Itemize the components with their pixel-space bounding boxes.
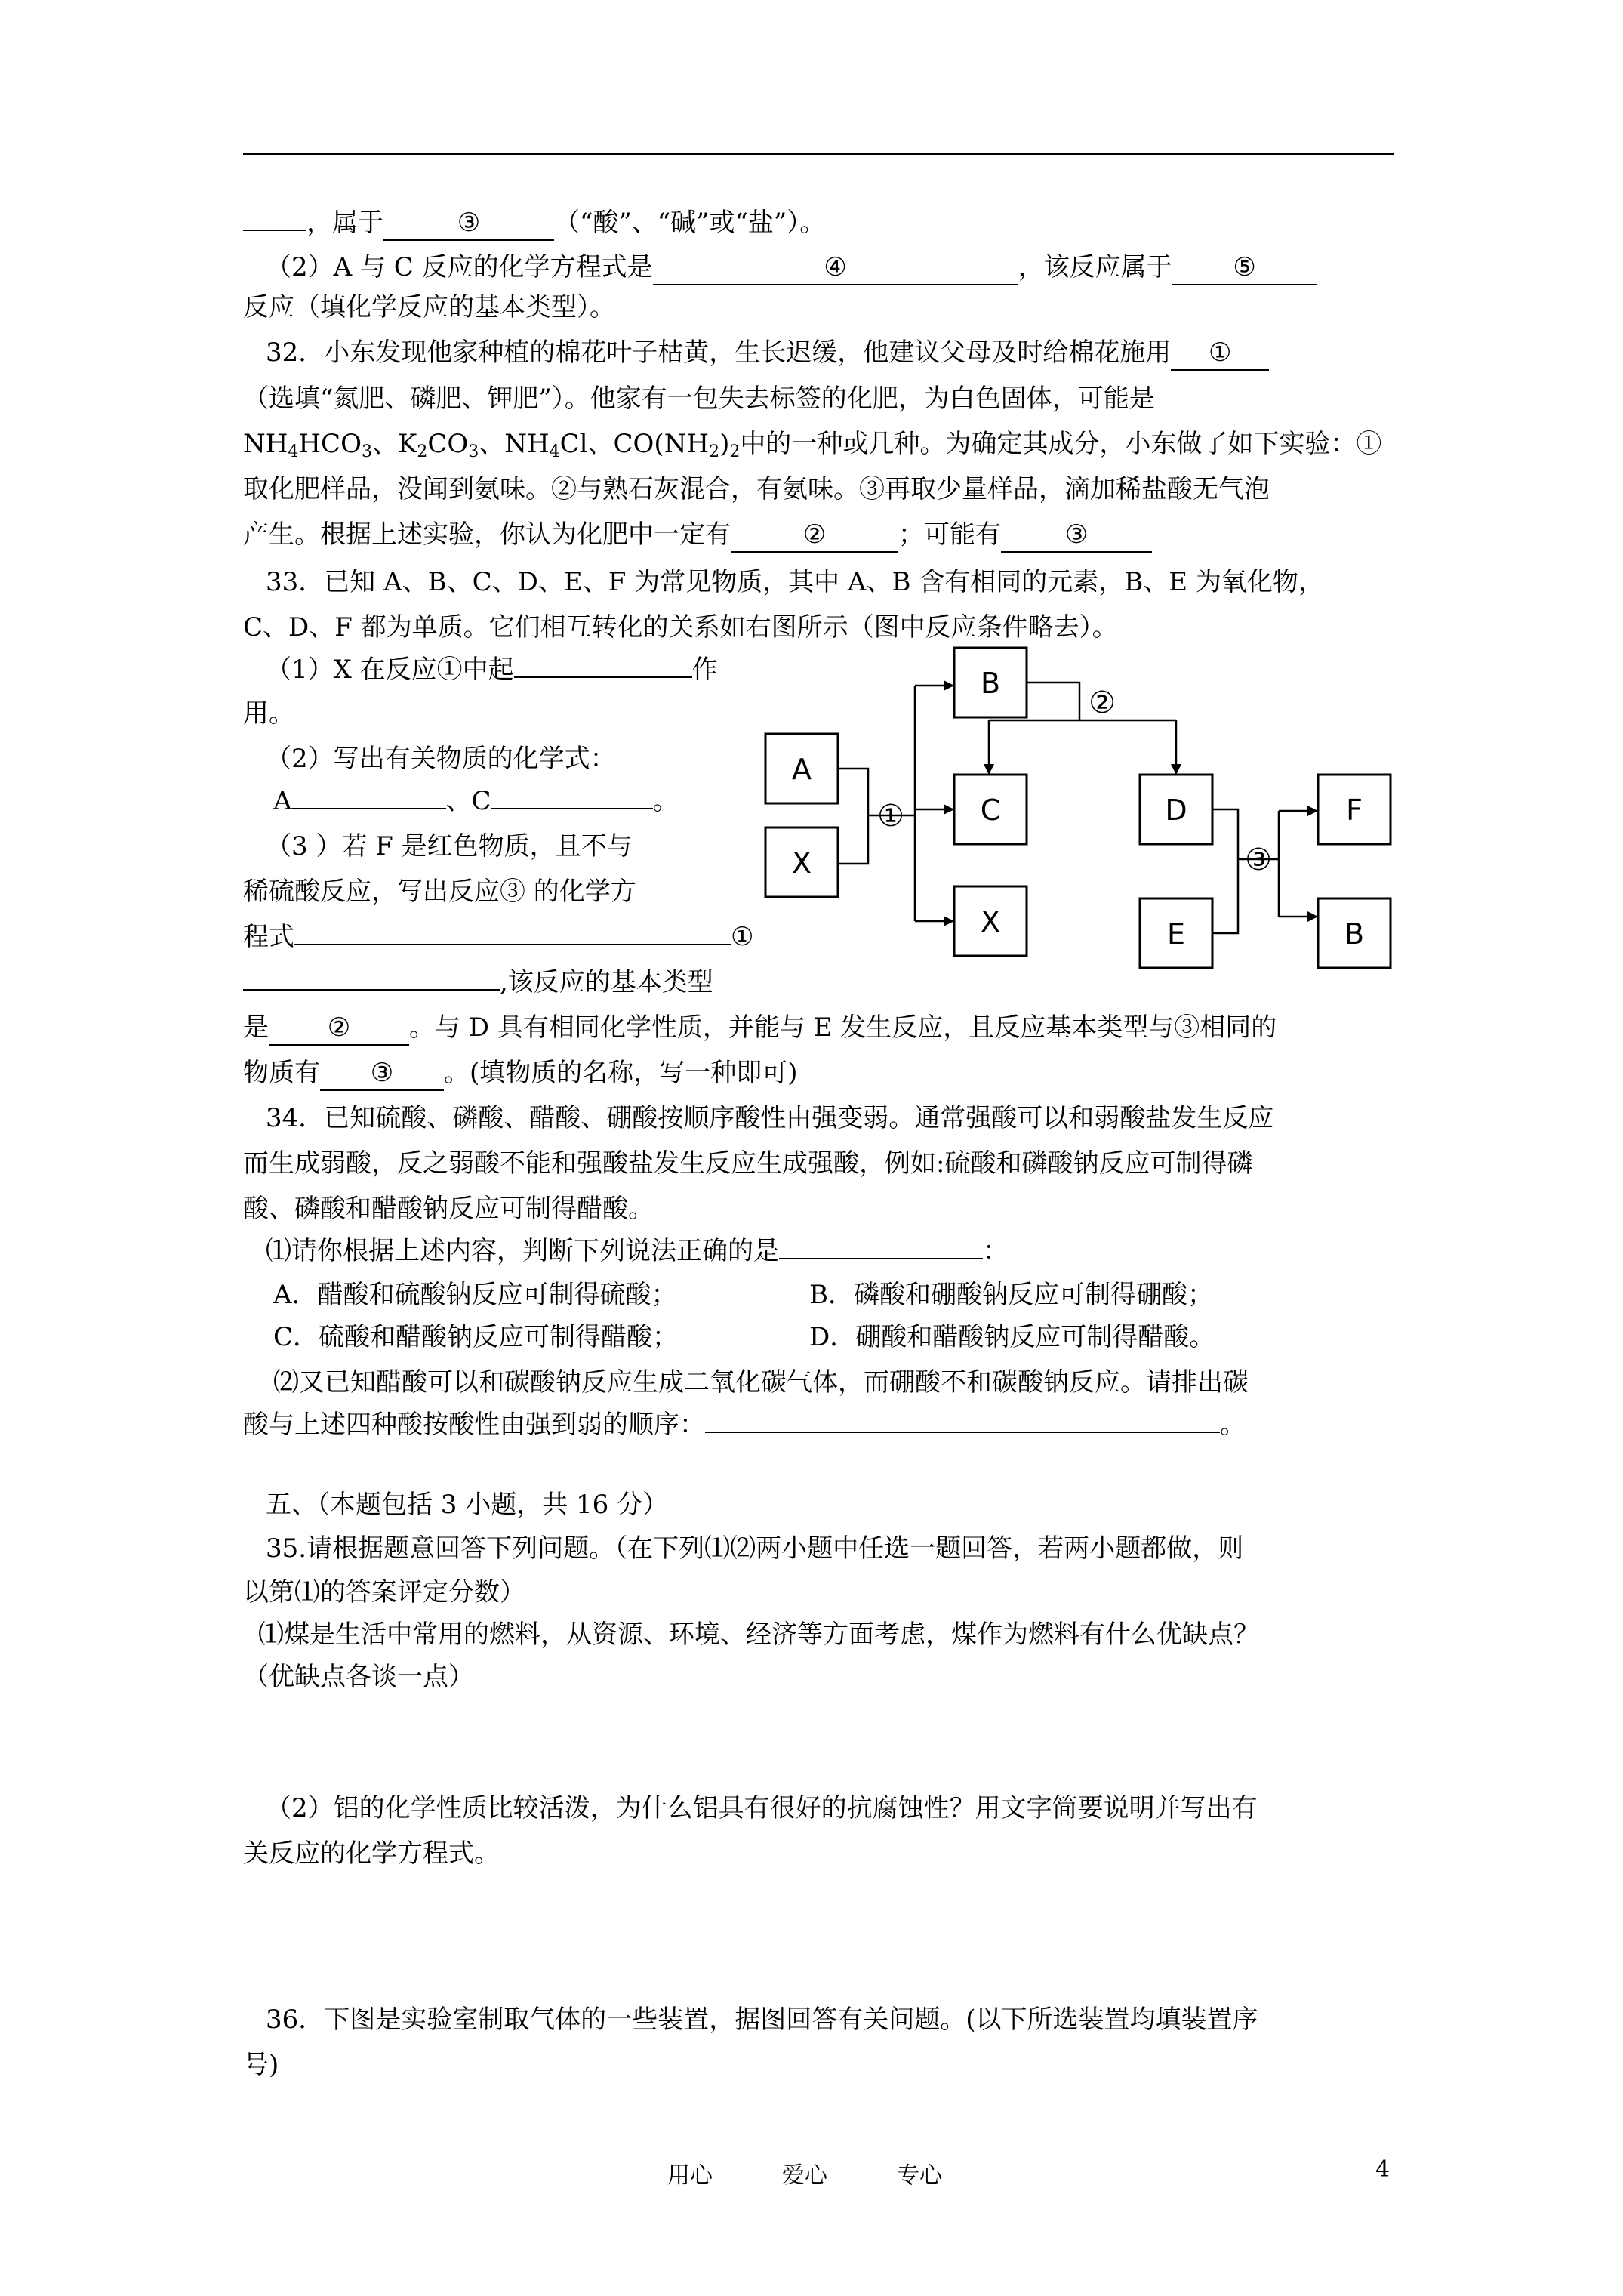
header-rule <box>243 153 1394 155</box>
answer-blank-3[interactable]: ③ <box>383 206 554 241</box>
q32-line2: （选填“氮肥、磷肥、钾肥”）。他家有一包失去标签的化肥，为白色固体，可能是 <box>243 384 1155 414</box>
q33-line1: 33．已知 A、B、C、D、E、F 为常见物质，其中 A、B 含有相同的元素，B、E 为氧化物， <box>266 567 1324 597</box>
q33-part3-l2: 稀硫酸反应，写出反应③ 的化学方 <box>243 877 636 907</box>
q33-line2: C、D、F 都为单质。它们相互转化的关系如右图所示（图中反应条件略去）。 <box>243 612 1118 643</box>
q34-part2-end: 酸与上述四种酸按酸性由强到弱的顺序： 。 <box>243 1410 1246 1440</box>
label-F: F <box>1346 794 1363 827</box>
q35-line1: 35.请根据题意回答下列问题。（在下列⑴⑵两小题中任选一题回答，若两小题都做，则 <box>266 1533 1244 1564</box>
answer-blank-3[interactable]: ③ <box>1001 518 1152 553</box>
label-E: E <box>1166 917 1186 951</box>
footer-word-3: 专心 <box>897 2162 942 2189</box>
label-C: C <box>980 794 1001 827</box>
reaction-label-1: ① <box>877 799 904 834</box>
q35-line2: 以第⑴的答案评定分数） <box>243 1577 525 1607</box>
q35-part2: （2）铝的化学性质比较活泼，为什么铝具有很好的抗腐蚀性？用文字简要说明并写出有 <box>266 1793 1258 1823</box>
answer-blank[interactable] <box>514 676 692 678</box>
q34-line1: 34．已知硫酸、磷酸、醋酸、硼酸按顺序酸性由强变弱。通常强酸可以和弱酸盐发生反应 <box>266 1103 1274 1133</box>
answer-blank-C[interactable] <box>491 808 653 809</box>
label-X-left: X <box>791 846 812 880</box>
reactant-bracket-3 <box>1212 809 1238 933</box>
reaction-label-2: ② <box>1089 686 1116 720</box>
label-A: A <box>792 753 812 786</box>
q34-option-A: A．醋酸和硫酸钠反应可制得硫酸； <box>273 1280 677 1310</box>
q34-part1: ⑴请你根据上述内容，判断下列说法正确的是 ： <box>266 1236 1009 1266</box>
answer-blank-A[interactable] <box>292 808 446 809</box>
label-D: D <box>1165 794 1187 827</box>
answer-blank-3[interactable]: ③ <box>320 1056 444 1091</box>
q36-line2: 号) <box>243 2050 279 2080</box>
footer-word-2: 爱心 <box>782 2162 827 2189</box>
q35-part2-end: 关反应的化学方程式。 <box>243 1838 500 1869</box>
label-X-right: X <box>980 905 1001 938</box>
q33-part2-blanks: A 、C 。 <box>273 786 679 816</box>
answer-blank[interactable] <box>705 1432 1220 1433</box>
footer-word-1: 用心 <box>667 2162 713 2189</box>
q31-part2: （2）A 与 C 反应的化学方程式是 ④ ，该反应属于 ⑤ <box>266 248 1317 286</box>
q31-line1: ，属于 ③ （“酸”、“碱”或“盐”）。 <box>243 204 825 242</box>
q33-part3-l6: 物质有 ③ 。(填物质的名称，写一种即可) <box>243 1054 798 1092</box>
answer-blank-equation-cont[interactable] <box>243 989 500 991</box>
answer-blank-equation[interactable] <box>294 944 731 945</box>
answer-blank-4[interactable]: ④ <box>653 251 1018 285</box>
q34-line2: 而生成弱酸，反之弱酸不能和强酸盐发生反应生成强酸，例如:硫酸和磷酸钠反应可制得磷 <box>243 1148 1253 1179</box>
answer-blank[interactable] <box>779 1258 983 1259</box>
q33-part3-l1: （3 ）若 F 是红色物质，且不与 <box>266 831 633 861</box>
q34-option-B: B．磷酸和硼酸钠反应可制得硼酸； <box>809 1280 1213 1310</box>
q33-part3-l4: ,该反应的基本类型 <box>243 963 713 1001</box>
q33-part3-l5: 是 ② 。与 D 具有相同化学性质，并能与 E 发生反应，且反应基本类型与③相同的 <box>243 1009 1277 1046</box>
q36-line1: 36．下图是实验室制取气体的一些装置，据图回答有关问题。(以下所选装置均填装置序 <box>266 2005 1258 2035</box>
q35-part1: ⑴煤是生活中常用的燃料，从资源、环境、经济等方面考虑，煤作为燃料有什么优缺点？ <box>258 1620 1259 1650</box>
q35-part1-end: （优缺点各谈一点） <box>243 1662 474 1692</box>
q34-part2: ⑵又已知醋酸可以和碳酸钠反应生成二氧化碳气体，而硼酸不和碳酸钠反应。请排出碳 <box>273 1367 1249 1398</box>
q33-part3-l3: 程式 ① <box>243 922 754 952</box>
footer-motto <box>667 2156 942 2190</box>
reactant-bracket-1 <box>838 769 868 864</box>
reaction-label-3: ③ <box>1245 843 1272 877</box>
label-B-bottom: B <box>1344 917 1365 951</box>
q34-option-D: D．硼酸和醋酸钠反应可制得醋酸。 <box>809 1322 1215 1352</box>
q33-part1: （1）X 在反应①中起 作 <box>266 655 718 685</box>
q34-line3: 酸、磷酸和醋酸钠反应可制得醋酸。 <box>243 1194 654 1224</box>
answer-blank-2[interactable]: ② <box>731 518 898 553</box>
answer-blank-5[interactable]: ⑤ <box>1172 251 1317 285</box>
q33-part2: （2）写出有关物质的化学式： <box>266 744 616 774</box>
section-5-title: 五、（本题包括 3 小题，共 16 分） <box>266 1490 669 1520</box>
q33-part1-end: 用。 <box>243 698 294 729</box>
q32-line4: 取化肥样品，没闻到氨味。②与熟石灰混合，有氨味。③再取少量样品，滴加稀盐酸无气泡 <box>243 474 1270 504</box>
q32-line5: 产生。根据上述实验，你认为化肥中一定有 ② ；可能有 ③ <box>243 516 1152 553</box>
q32-line1: 32．小东发现他家种植的棉花叶子枯黄，生长迟缓，他建议父母及时给棉花施用 ① <box>266 334 1269 371</box>
q31-part2-end: 反应（填化学反应的基本类型）。 <box>243 292 615 322</box>
answer-blank[interactable] <box>243 230 306 231</box>
q34-option-C: C．硫酸和醋酸钠反应可制得醋酸； <box>273 1322 679 1352</box>
page-number: 4 <box>1375 2156 1390 2183</box>
q32-line3: $NH_4HCO_3$、$K_2CO_3$、$NH_4Cl$、$CO(NH_2)_2$中的一种或几种。为确定其成分，小东做了如下实验：① <box>243 429 1382 461</box>
answer-blank-1[interactable]: ① <box>1171 336 1269 371</box>
label-B-top: B <box>980 667 1001 700</box>
reaction-2-wire <box>1027 683 1079 720</box>
reaction-diagram <box>755 633 1404 980</box>
answer-blank-2[interactable]: ② <box>269 1011 409 1046</box>
